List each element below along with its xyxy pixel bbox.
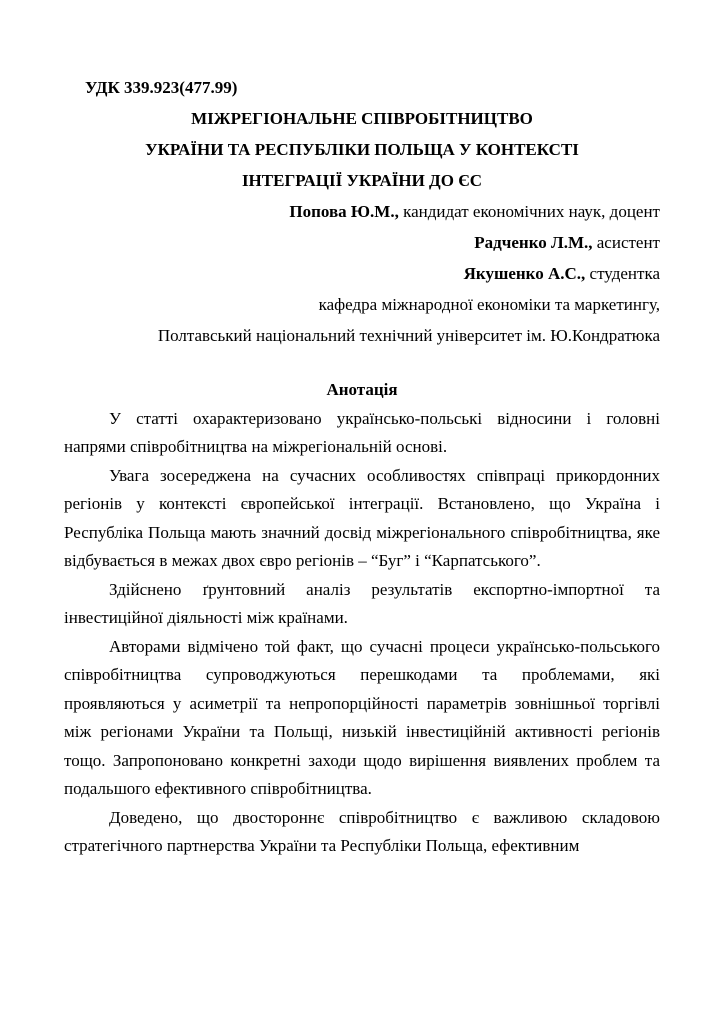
abstract-heading: Анотація bbox=[326, 380, 398, 399]
article-title-line-3: ІНТЕГРАЦІЇ УКРАЇНИ ДО ЄС bbox=[241, 171, 483, 190]
author-name-1: Попова Ю.М., bbox=[289, 202, 399, 221]
abstract-paragraph-4: Авторами відмічено той факт, що сучасні процеси українсько-польського співробітництва супроводжуються перешкодами та проблемами, які проявляються у асиметрії та непропорційності параметрів зовнішньої торгівлі між регіонами України та Польщі, низькій інвестиційній активності регіонів тощо. Запропоновано конкретні заходи щодо вирішення виявлених проблем та подальшого ефективного співробітництва. bbox=[64, 636, 660, 798]
abstract-paragraph-3: Здійснено ґрунтовний аналіз результатів експортно-імпортної та інвестиційної діяльності між країнами. bbox=[64, 579, 660, 627]
abstract-paragraph-5: Доведено, що двостороннє співробітництво є важливою складовою стратегічного партнерства України та Республіки Польща, ефективним bbox=[64, 807, 660, 855]
abstract-paragraph-2: Увага зосереджена на сучасних особливостях співпраці прикордонних регіонів у контексті європейської інтеграції. Встановлено, що Україна і Республіка Польща мають значний досвід міжрегіонального співробітництва, яке відбувається в межах двох євро регіонів – “Буг” і “Карпатського”. bbox=[64, 465, 660, 570]
abstract-paragraph-1: У статті охарактеризовано українсько-польські відносини і головні напрями співробітництва на міжрегіональній основі. bbox=[64, 408, 660, 456]
abstract-section bbox=[64, 376, 660, 861]
author-line-2 bbox=[64, 227, 660, 258]
article-title bbox=[64, 103, 660, 196]
author-line-3 bbox=[64, 258, 660, 289]
author-role-3: студентка bbox=[585, 264, 660, 283]
author-block bbox=[64, 196, 660, 351]
author-role-1: кандидат економічних наук, доцент bbox=[398, 202, 660, 221]
document-header bbox=[64, 72, 660, 351]
author-role-2: асистент bbox=[592, 233, 660, 252]
article-title-line-1: МІЖРЕГІОНАЛЬНЕ СПІВРОБІТНИЦТВО bbox=[191, 109, 533, 128]
article-title-line-2: УКРАЇНИ ТА РЕСПУБЛІКИ ПОЛЬЩА У КОНТЕКСТІ bbox=[145, 140, 579, 159]
author-name-3: Якушенко А.С., bbox=[463, 264, 586, 283]
author-line-1 bbox=[64, 196, 660, 227]
affiliation-university: Полтавський національний технічний університет ім. Ю.Кондратюка bbox=[157, 326, 660, 345]
udc-code: УДК 339.923(477.99) bbox=[85, 78, 238, 97]
affiliation-department: кафедра міжнародної економіки та маркетингу, bbox=[318, 295, 660, 314]
author-name-2: Радченко Л.М., bbox=[474, 233, 593, 252]
